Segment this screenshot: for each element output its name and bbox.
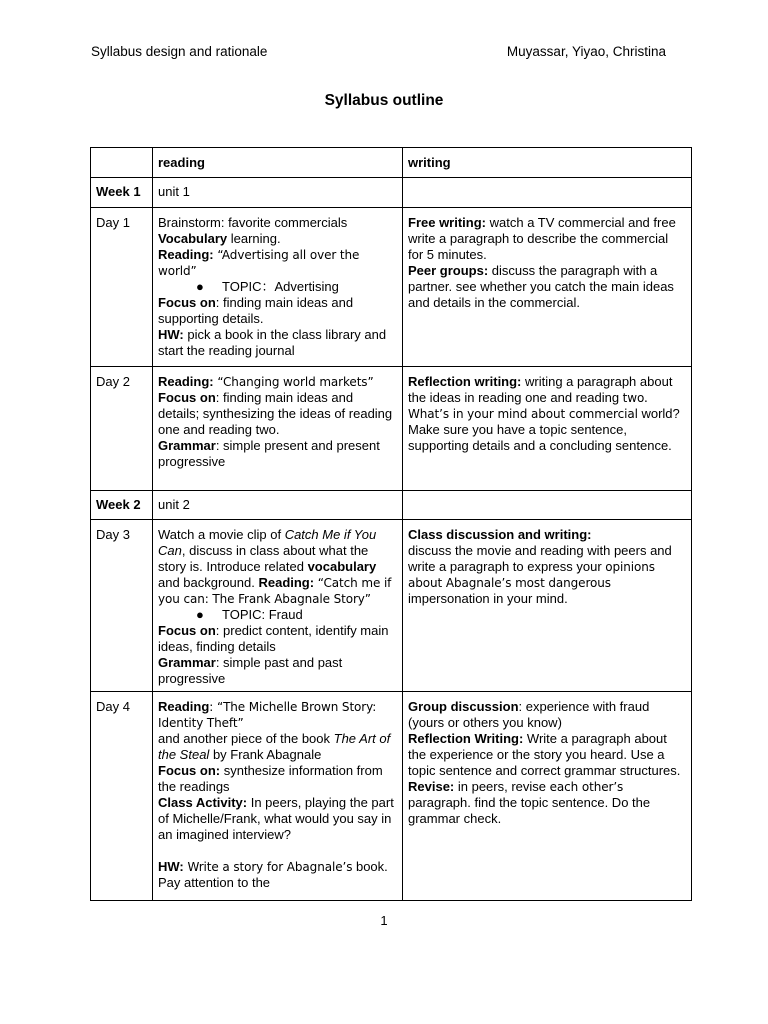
table-header-empty — [91, 148, 153, 178]
reading-line: Brainstorm: favorite commercials — [158, 215, 348, 230]
reflection-writing-text: writing a paragraph about the ideas in reading one and reading — [408, 374, 673, 405]
focus-label: Focus on — [158, 623, 216, 638]
movie-title: Catch Me if You Can — [158, 527, 377, 558]
week-writing-empty — [403, 491, 692, 520]
vocabulary-label: vocabulary — [307, 559, 377, 574]
day-writing-cell — [403, 367, 692, 491]
grammar-label: Grammar — [158, 655, 216, 670]
group-discussion-label: Group discussion — [408, 699, 519, 714]
day-reading-cell — [153, 367, 403, 491]
table-row — [91, 208, 692, 367]
group-discussion-text: : experience with fraud (yours or others you know) — [408, 699, 650, 730]
grammar-text: : simple past and past progressive — [158, 655, 343, 686]
table-row — [91, 367, 692, 491]
header-right: Muyassar, Yiyao, Christina — [506, 44, 666, 59]
class-activity-label: Class Activity: — [158, 795, 248, 810]
focus-text: : finding main ideas and supporting details. — [158, 295, 354, 326]
discussion-text: , discuss in class about what the story is. Introduce related — [158, 543, 369, 574]
header-left: Syllabus design and rationale — [91, 44, 268, 59]
bullet-icon: ● — [196, 607, 204, 622]
focus-text: synthesize information from the readings — [158, 763, 383, 794]
column-header-writing: writing — [403, 148, 692, 178]
week-row — [91, 491, 692, 520]
reading-title: “Catch me if you can: The Frank Abagnale Story” — [158, 576, 392, 606]
focus-text: : predict content, identify main ideas, finding details — [158, 623, 389, 654]
day-label: Day 1 — [91, 208, 153, 367]
day-writing-cell — [403, 520, 692, 692]
reflection-writing-label: Reflection writing: — [408, 374, 522, 389]
reflection-writing-text: Write a paragraph about the experience or the story you heard. Use a topic sentence and correct grammar structures. — [408, 731, 681, 778]
class-activity-text: In peers, playing the part of Michelle/Frank, what would you say in an imagined interview? — [158, 795, 394, 842]
book-title: The Art of the Steal — [158, 731, 391, 762]
bullet-icon: ● — [196, 279, 204, 294]
focus-label: Focus on — [158, 295, 216, 310]
week-unit: unit 1 — [153, 178, 403, 208]
reflection-writing-label: Reflection Writing: — [408, 731, 524, 746]
week-label: Week 1 — [91, 178, 153, 208]
page-number: 1 — [380, 913, 388, 928]
vocabulary-label: Vocabulary — [158, 231, 228, 246]
background-text: and background. — [158, 575, 259, 590]
day-label: Day 2 — [91, 367, 153, 491]
page-title: Syllabus outline — [324, 92, 444, 109]
grammar-label: Grammar — [158, 438, 216, 453]
focus-text: : finding main ideas and details; synthesizing the ideas of reading one and reading two. — [158, 390, 393, 437]
topic-text: TOPIC：Advertising — [222, 279, 339, 294]
homework-text-light: Write a story for Abagnale’s — [183, 860, 353, 874]
week-row — [91, 178, 692, 208]
class-discussion-text-end: impersonation in your mind. — [408, 591, 568, 606]
reading-label: Reading — [158, 699, 210, 714]
revise-text-light: each other’s — [549, 780, 624, 794]
reading-label: Reading: — [258, 575, 315, 590]
day-writing-cell — [403, 208, 692, 367]
reading-title: : “The Michelle Brown Story: Identity Theft” — [158, 700, 377, 730]
week-unit: unit 2 — [153, 491, 403, 520]
day-label: Day 3 — [91, 520, 153, 692]
week-label: Week 2 — [91, 491, 153, 520]
column-header-reading: reading — [153, 148, 403, 178]
class-discussion-text-light: opinions about Abagnale’s most dangerous — [408, 560, 655, 590]
week-writing-empty — [403, 178, 692, 208]
revise-label: Revise: — [408, 779, 455, 794]
book-intro-text: and another piece of the book — [158, 731, 334, 746]
class-discussion-label: Class discussion and writing: — [408, 527, 592, 542]
homework-text: book. Pay attention to the — [158, 859, 388, 890]
day-reading-cell — [153, 208, 403, 367]
day-writing-cell — [403, 692, 692, 901]
reflection-writing-text-end: world? Make sure you have a topic sentence, supporting details and a concluding sentence. — [408, 406, 680, 453]
book-author-text: by Frank Abagnale — [209, 747, 322, 762]
reading-label: Reading: — [158, 247, 214, 262]
peer-groups-label: Peer groups: — [408, 263, 489, 278]
reading-title: “Advertising all over the world” — [158, 248, 360, 278]
homework-label: HW: — [158, 327, 184, 342]
revise-text-end: paragraph. find the topic sentence. Do the grammar check. — [408, 795, 651, 826]
table-row — [91, 520, 692, 692]
vocabulary-text: learning. — [227, 231, 281, 246]
peer-groups-text: discuss the paragraph with a partner. see whether you catch the main ideas and details in the commercial. — [408, 263, 674, 310]
focus-label: Focus on — [158, 390, 216, 405]
free-writing-label: Free writing: — [408, 215, 487, 230]
homework-label: HW: — [158, 859, 184, 874]
table-header-row — [91, 148, 692, 178]
homework-text: pick a book in the class library and start the reading journal — [158, 327, 387, 358]
day-reading-cell — [153, 520, 403, 692]
focus-label: Focus on: — [158, 763, 221, 778]
table-row — [91, 692, 692, 901]
topic-text: TOPIC: Fraud — [222, 607, 303, 622]
day-label: Day 4 — [91, 692, 153, 901]
free-writing-text: watch a TV commercial and free write a paragraph to describe the commercial for 5 minutes. — [408, 215, 676, 262]
syllabus-table — [90, 147, 692, 901]
reading-title: “Changing world markets” — [213, 375, 374, 389]
reading-label: Reading: — [158, 374, 214, 389]
revise-text: in peers, revise — [454, 779, 550, 794]
grammar-text: : simple present and present progressive — [158, 438, 380, 469]
reflection-writing-text-light: two. What’s in your mind about commercial — [408, 391, 648, 421]
movie-intro-text: Watch a movie clip of — [158, 527, 285, 542]
day-reading-cell — [153, 692, 403, 901]
class-discussion-text: discuss the movie and reading with peers and write a paragraph to express your — [408, 543, 672, 574]
